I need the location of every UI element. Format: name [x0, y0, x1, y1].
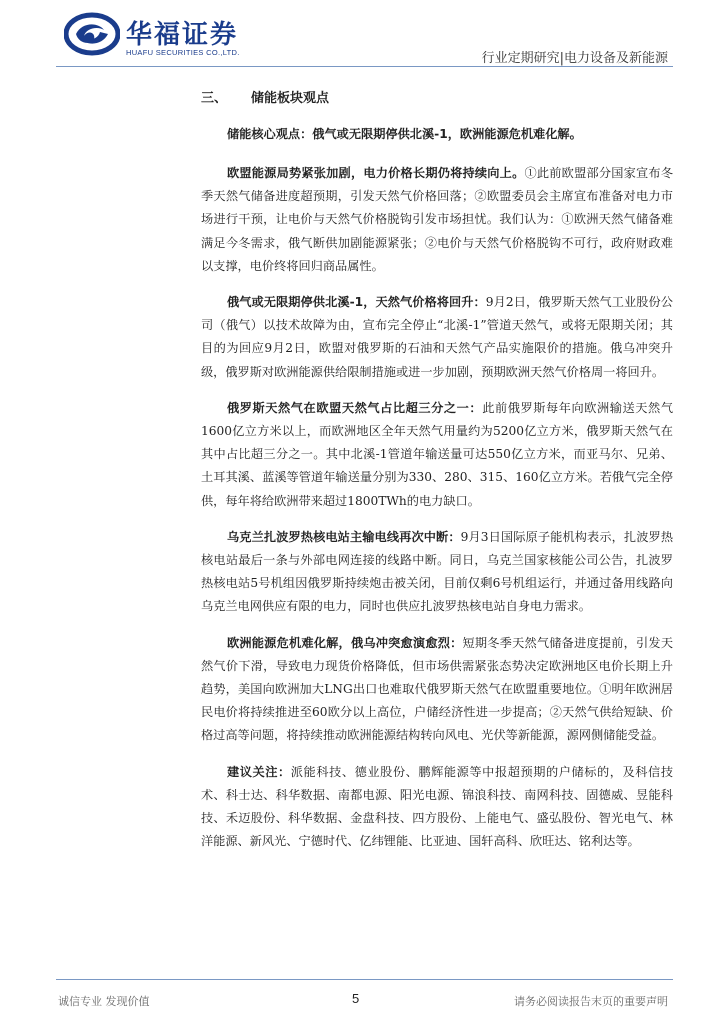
paragraph-body: ①此前欧盟部分国家宣布冬季天然气储备进度超预期，引发天然气价格回落；②欧盟委员会主席宣布准备对电力市场进行干预，让电价与天然气价格脱钩引发市场担忧。我们认为：①欧洲天然气储备难满足今冬需求，俄气断供加剧能源紧张；②电价与天然气价格脱钩不可行，政府财政难以支撑，电价终将回归商品属性。	[201, 166, 674, 273]
page-header	[0, 0, 724, 80]
paragraph-body: 短期冬季天然气储备进度提前，引发天然气价下滑，导致电力现货价格降低，但市场供需紧张态势决定欧洲地区电价长期上升趋势，美国向欧洲加大LNG出口也难取代俄罗斯天然气在欧盟重要地位。①明年欧洲居民电价将持续推进至60欧分以上高位，户储经济性进一步提高；②天然气供给短缺、价格过高等问题，将持续推动欧洲能源结构转向风电、光伏等新能源，源网侧储能受益。	[201, 635, 674, 743]
paragraph-lead: 俄罗斯天然气在欧盟天然气占比超三分之一：	[227, 400, 483, 415]
paragraph-lead: 乌克兰扎波罗热核电站主输电线再次中断：	[227, 529, 461, 544]
paragraph-lead: 欧盟能源局势紧张加剧，电力价格长期仍将持续向上。	[227, 166, 525, 180]
paragraph-body: 派能科技、德业股份、鹏辉能源等中报超预期的户储标的，及科信技术、科士达、科华数据、南都电源、阳光电源、锦浪科技、南网科技、固德威、昱能科技、禾迈股份、科华数据、金盘科技、四方股份、上能电气、盛弘股份、智光电气、林洋能源、新风光、宁德时代、亿纬锂能、比亚迪、国轩高科、欣旺达、铭利达等。	[201, 764, 674, 849]
logo-chinese-name: 华福证券	[126, 20, 239, 50]
paragraph	[201, 761, 673, 854]
core-view: 储能核心观点：俄气或无限期停供北溪-1，欧洲能源危机难化解。	[227, 127, 582, 141]
footer-slogan: 诚信专业 发现价值	[58, 995, 150, 1008]
report-body	[201, 90, 673, 866]
paragraph	[201, 291, 673, 384]
report-category-title: 行业定期研究|电力设备及新能源	[481, 51, 668, 66]
paragraph-body: 9月3日国际原子能机构表示，扎波罗热核电站最后一条与外部电网连接的线路中断。同日，乌克兰国家核能公司公告，扎波罗热核电站5号机组因俄罗斯持续炮击被关闭，目前仅剩6号机组运行，并通过备用线路向乌克兰电网供应有限的电力，同时也供应扎波罗热核电站自身电力需求。	[201, 529, 674, 614]
footer-divider	[56, 979, 673, 980]
paragraph	[201, 397, 673, 513]
company-logo	[64, 12, 244, 58]
paragraph	[201, 526, 673, 619]
paragraph-lead: 欧洲能源危机难化解，俄乌冲突愈演愈烈：	[227, 635, 463, 650]
page-number: 5	[352, 991, 360, 1006]
section-number: 三、	[201, 91, 228, 106]
header-divider	[56, 66, 673, 67]
paragraph-lead: 俄气或无限期停供北溪-1，天然气价格将回升：	[227, 295, 486, 310]
logo-english-name: HUAFU SECURITIES CO.,LTD.	[126, 48, 240, 57]
section-heading	[201, 90, 673, 108]
logo-emblem-icon	[64, 12, 120, 56]
paragraph-body: 9月2日，俄罗斯天然气工业股份公司（俄气）以技术故障为由，宣布完全停止“北溪-1”管道天然气，或将无限期关闭；其目的为回应9月2日，欧盟对俄罗斯的石油和天然气产品实施限价的措施。俄乌冲突升级，俄罗斯对欧洲能源供给限制措施或进一步加剧，预期欧洲天然气价格周一将回升。	[201, 295, 673, 379]
paragraph	[201, 632, 673, 748]
section-title: 储能板块观点	[251, 91, 330, 106]
paragraph	[201, 162, 673, 278]
paragraph-lead: 建议关注：	[227, 764, 291, 779]
paragraph-body: 此前俄罗斯每年向欧洲输送天然气1600亿立方米以上，而欧洲地区全年天然气用量约为5200亿立方米，俄罗斯天然气在其中占比超三分之一。其中北溪-1管道年输送量可达550亿立方米，而亚马尔、兄弟、土耳其溪、蓝溪等管道年输送量分别为330、280、315、160亿立方米。若俄气完全停供，每年将给欧洲带来超过1800TWh的电力缺口。	[201, 400, 674, 508]
footer-disclaimer: 请务必阅读报告末页的重要声明	[514, 995, 668, 1008]
